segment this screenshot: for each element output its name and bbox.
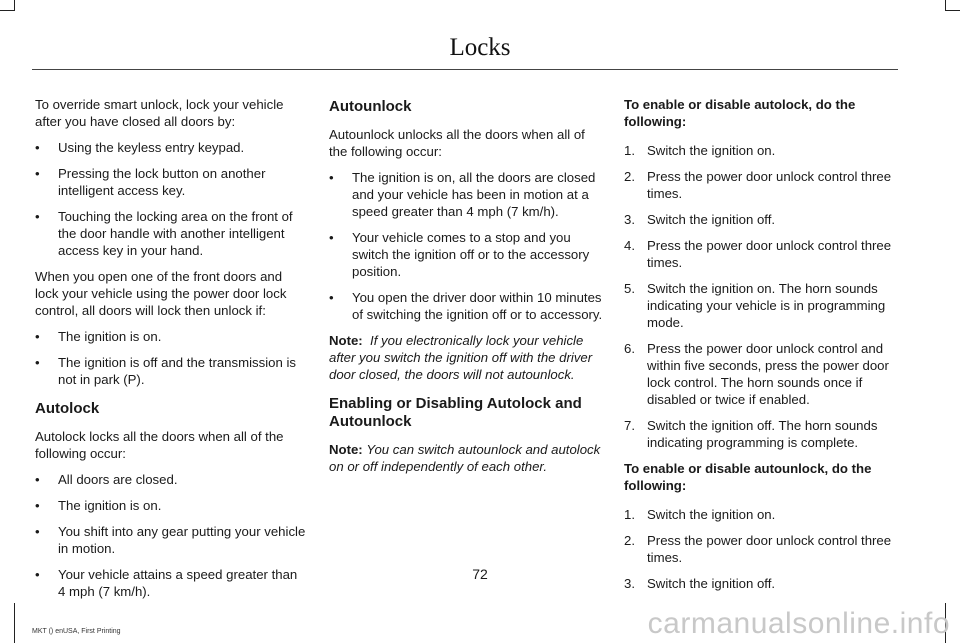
step-number: 3.	[624, 212, 635, 227]
list-item: 5. Switch the ignition on. The horn sounds indicating your vehicle is in programming mode.	[624, 281, 886, 330]
crop-mark-top-left-h	[0, 10, 14, 11]
list-item: • All doors are closed.	[35, 472, 178, 487]
list-item: • Using the keyless entry keypad.	[35, 140, 245, 155]
list-item: • The ignition is on.	[35, 329, 162, 344]
list-item: 3. Switch the ignition off.	[624, 212, 776, 227]
step-number: 7.	[624, 418, 635, 433]
bullet-icon: •	[329, 230, 334, 245]
enabling-heading: Enabling or Disabling Autolock and Autounlock	[329, 395, 582, 430]
note-autounlock	[329, 332, 605, 383]
crop-mark-bottom-left-v	[14, 603, 15, 643]
note-text: You can switch autounlock and autolock on or off independently of each other.	[329, 442, 601, 474]
list-item: • Your vehicle comes to a stop and you switch the ignition off or to the accessory position.	[329, 230, 590, 279]
bullet-icon: •	[35, 524, 40, 539]
autolock-steps-list	[624, 142, 900, 451]
front-doors-paragraph: When you open one of the front doors and lock your vehicle using the power door lock control, all doors will lock then unlock if:	[35, 269, 287, 318]
step-number: 4.	[624, 238, 635, 253]
watermark: carmanualsonline.info	[647, 607, 950, 640]
autolock-intro: Autolock locks all the doors when all of the following occur:	[35, 429, 284, 461]
bullet-icon: •	[35, 355, 40, 370]
autolock-heading: Autolock	[35, 400, 100, 417]
bullet-icon: •	[35, 567, 40, 582]
list-item: • Pressing the lock button on another intelligent access key.	[35, 166, 266, 198]
crop-mark-top-right-h	[946, 10, 960, 11]
bullet-icon: •	[329, 170, 334, 185]
autounlock-conditions-list	[329, 169, 605, 323]
column-2	[329, 96, 605, 484]
override-intro: To override smart unlock, lock your vehicle after you have closed all doors by:	[35, 97, 284, 129]
step-number: 3.	[624, 576, 635, 591]
list-item: • You open the driver door within 10 minutes of switching the ignition off or to accessory.	[329, 290, 603, 322]
step-number: 1.	[624, 143, 635, 158]
autolock-procedure-heading: To enable or disable autolock, do the following:	[624, 97, 856, 129]
bullet-icon: •	[35, 472, 40, 487]
crop-mark-top-right-v	[945, 0, 946, 11]
list-item: 1. Switch the ignition on.	[624, 507, 776, 522]
list-item: 3. Switch the ignition off.	[624, 576, 776, 591]
step-number: 2.	[624, 533, 635, 548]
bullet-icon: •	[35, 209, 40, 224]
list-item: • The ignition is on.	[35, 498, 162, 513]
note-label: Note:	[329, 442, 363, 457]
step-number: 2.	[624, 169, 635, 184]
note-text: If you electronically lock your vehicle after you switch the ignition off with the driver door closed, the doors will not autounlock.	[329, 333, 593, 382]
autounlock-procedure-heading: To enable or disable autounlock, do the following:	[624, 461, 872, 493]
step-number: 5.	[624, 281, 635, 296]
list-item: 4. Press the power door unlock control three times.	[624, 238, 892, 270]
bullet-icon: •	[35, 329, 40, 344]
list-item: • You shift into any gear putting your vehicle in motion.	[35, 524, 306, 556]
list-item: 6. Press the power door unlock control and within five seconds, press the power door lock control. The horn sounds once if disabled or twice if enabled.	[624, 341, 889, 407]
step-number: 6.	[624, 341, 635, 356]
list-item: • Your vehicle attains a speed greater than 4 mph (7 km/h).	[35, 567, 298, 599]
bullet-icon: •	[35, 140, 40, 155]
list-item: • The ignition is on, all the doors are closed and your vehicle has been in motion at a speed greater than 4 mph (7 km/h).	[329, 170, 596, 219]
bullet-icon: •	[35, 498, 40, 513]
crop-mark-top-left-v	[14, 0, 15, 11]
edition-footer: MKT () enUSA, First Printing	[32, 628, 121, 635]
list-item: 2. Press the power door unlock control three times.	[624, 533, 892, 565]
note-label: Note:	[329, 333, 363, 348]
override-methods-list	[35, 139, 307, 259]
autounlock-heading: Autounlock	[329, 98, 412, 115]
bullet-icon: •	[329, 290, 334, 305]
note-independent	[329, 441, 605, 475]
bullet-icon: •	[35, 166, 40, 181]
page-number: 72	[472, 566, 488, 582]
column-3	[624, 96, 900, 601]
list-item: • The ignition is off and the transmission is not in park (P).	[35, 355, 296, 387]
page-title: Locks	[449, 34, 511, 61]
header-divider	[32, 69, 898, 70]
list-item: 1. Switch the ignition on.	[624, 143, 776, 158]
column-1	[35, 96, 307, 609]
unlock-conditions-list	[35, 328, 307, 388]
step-number: 1.	[624, 507, 635, 522]
list-item: • Touching the locking area on the front of the door handle with another intelligent access key in your hand.	[35, 209, 293, 258]
list-item: 7. Switch the ignition off. The horn sounds indicating programming is complete.	[624, 418, 878, 450]
list-item: 2. Press the power door unlock control three times.	[624, 169, 892, 201]
autounlock-intro: Autounlock unlocks all the doors when all of the following occur:	[329, 127, 585, 159]
